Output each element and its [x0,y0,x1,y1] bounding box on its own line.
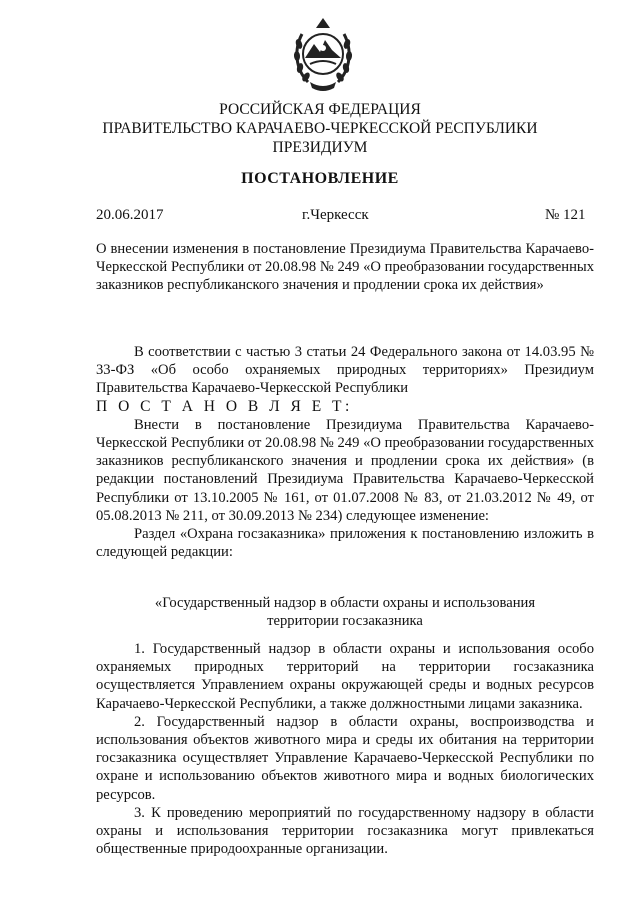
document-body [96,343,594,561]
section-paragraph-2: 2. Государственный надзор в области охраны, воспроизводства и использования объектов животного мира и среды их обитания на территории госзаказника осуществляет Управление Карачаево-Черкесской Республики по охране и использованию объектов животного мира и водных биологических ресурсов. [96,713,594,803]
header-line-country: РОССИЙСКАЯ ФЕДЕРАЦИЯ [219,101,421,118]
subject-text: О внесении изменения в постановление Президиума Правительства Карачаево-Черкесской Республики от 20.08.98 № 249 «О преобразовании государственных заказников республиканского значения и продлении срока их действия» [96,241,594,294]
preamble-paragraph: В соответствии с частью 3 статьи 24 Федерального закона от 14.03.95 № 33-ФЗ «Об особо охраняемых природных территориях» Президиум Правительства Карачаево-Черкесской Республики [96,344,594,397]
section-title-line-1: «Государственный надзор в области охраны и использования [154,595,536,611]
document-title: ПОСТАНОВЛЕНИЕ [241,170,399,187]
header-line-government: ПРАВИТЕЛЬСТВО КАРАЧАЕВО-ЧЕРКЕССКОЙ РЕСПУБЛИКИ [102,120,538,137]
section-title [96,594,594,630]
section-paragraph-1: 1. Государственный надзор в области охраны и использования особо охраняемых природных территорий на территории госзаказника осуществляется Управлением охраны окружающей среды и водных ресурсов Карачаево-Черкесской Республики, а также должностными лицами заказника. [96,641,594,712]
section-title-line-2: территории госзаказника [267,613,423,630]
section-body [96,640,594,858]
header-line-presidium: ПРЕЗИДИУМ [272,139,368,156]
section-paragraph-3: 3. К проведению мероприятий по государственному надзору в области охраны и использования территории госзаказника могут привлекаться общественные природоохранные организации. [96,804,594,858]
document-subject [96,240,594,295]
document-city: г.Черкесск [302,207,369,223]
item-2-paragraph: Раздел «Охрана госзаказника» приложения к постановлению изложить в следующей редакции: [96,526,594,561]
item-1-paragraph: Внести в постановление Президиума Правительства Карачаево-Черкесской Республики от 20.08.98 № 249 «О преобразовании государственных заказников республиканского значения и продлении срока их действия» (в редакции постановлений Президиума Правительства Карачаево-Черкесской Республики от 13.10.2005 № 161, от 01.07.2008 № 83, от 21.03.2012 № 49, от 05.08.2013 № 211, от 30.09.2013 № 234) следующее изменение: [96,416,594,524]
decree-word: П О С Т А Н О В Л Я Е Т: [96,397,353,415]
document-date: 20.06.2017 [96,207,164,223]
document-number: № 121 [545,207,586,223]
coat-of-arms-emblem [292,14,354,94]
